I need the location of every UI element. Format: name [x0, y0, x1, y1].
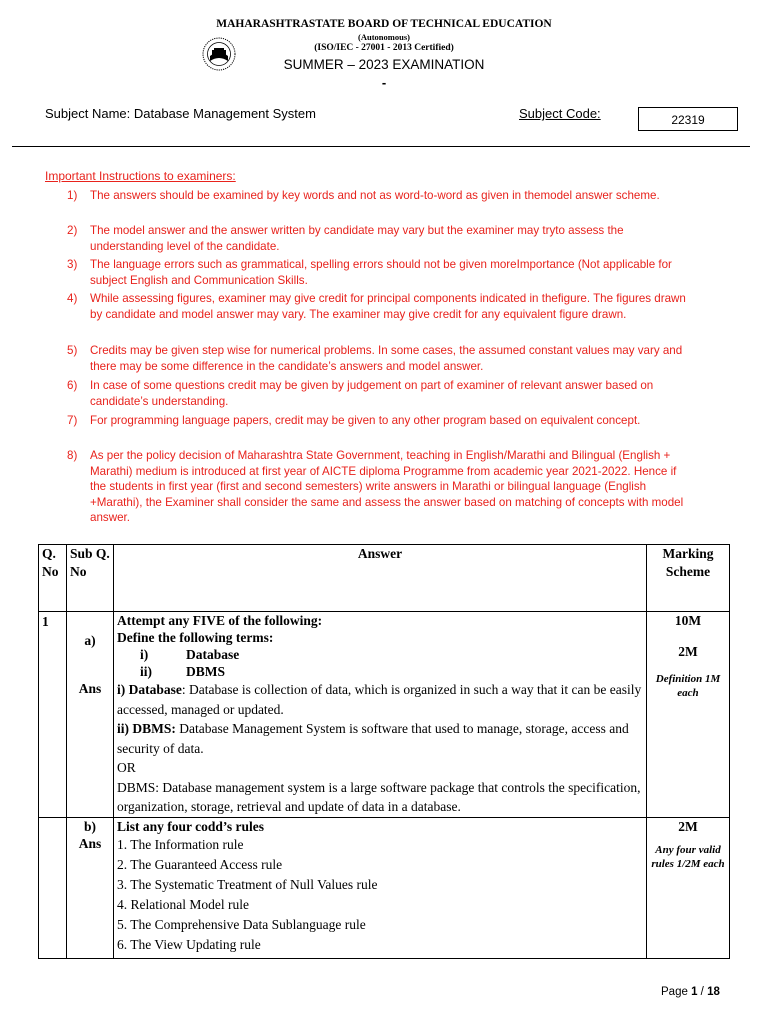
header-answer: Answer [114, 545, 647, 612]
term-item [117, 663, 643, 680]
instruction-text: While assessing figures, examiner may give credit for principal components indicated in thefigure. The figures drawn by candidate and model answer may vary. The examiner may give credit for any equivalent figure drawn. [90, 292, 686, 321]
autonomous-label: (Autonomous) [358, 32, 410, 42]
dbms-alt-definition: DBMS: Database management system is a large software package that controls the specification, organization, storage, retrieval and update of data in a database. [117, 779, 641, 814]
rule-item: 1. The Information rule [117, 836, 244, 852]
board-name: MAHARASHTRASTATE BOARD OF TECHNICAL EDUCATION [216, 18, 552, 30]
instruction-text: As per the policy decision of Maharashtra State Government, teaching in English/Marathi and Bilingual (English + Marathi) medium is introduced at first year of AICTE diploma Programme from academic year 2021-2022. Hence if the students in first year (first and second semesters) write answers in Marathi or bilingual language (English +Marathi), the Examiner shall consider the same and assess the answer based on matching of concepts with model answer. [90, 449, 684, 525]
instruction-number: 3) [67, 258, 78, 271]
header-divider [12, 146, 750, 147]
instructions-heading: Important Instructions to examiners: [45, 169, 236, 183]
answer-cell [114, 817, 647, 958]
subject-name: Subject Name: Database Management System [45, 106, 316, 121]
subject-code-box: 22319 [638, 107, 738, 131]
marks-note: Definition 1M each [655, 673, 721, 699]
exam-title: SUMMER – 2023 EXAMINATION [283, 57, 485, 72]
question-number-empty [39, 817, 67, 958]
marks-note: Any four valid rules 1/2M each [651, 843, 725, 870]
subquestion-label: a) [84, 633, 96, 648]
instruction-item [45, 291, 695, 322]
instruction-text: The answers should be examined by key words and not as word-to-word as given in themodel answer scheme. [90, 189, 660, 202]
instruction-number: 7) [67, 414, 78, 427]
instruction-text: For programming language papers, credit may be given to any other program based on equivalent concept. [90, 414, 641, 427]
definition-text: : Database is collection of data, which is organized in such a way that it can be easily accessed, managed or updated. [117, 682, 642, 717]
header-qno: Q. No [39, 545, 67, 612]
term-label: DBMS [186, 664, 226, 679]
rule-item: 5. The Comprehensive Data Sublanguage rule [117, 916, 366, 932]
question-marks: 2M [678, 818, 698, 834]
rule-item: 2. The Guaranteed Access rule [117, 856, 283, 872]
page-label: Page [661, 986, 692, 998]
subject-code-label: Subject Code: [519, 106, 601, 121]
instruction-item [45, 378, 695, 409]
or-separator: OR [117, 760, 136, 775]
definition-text: Database Management System is software that used to manage, storage, access and security of data. [117, 721, 629, 756]
instruction-number: 5) [67, 344, 78, 357]
database-definition [117, 680, 643, 719]
page-separator: / [697, 986, 708, 998]
rule-item: 6. The View Updating rule [117, 936, 261, 952]
question-marks: 2M [678, 644, 698, 659]
term-number: ii) [140, 664, 152, 679]
total-pages: 18 [707, 986, 720, 998]
instruction-item [45, 413, 695, 429]
current-page: 1 [691, 986, 698, 998]
instruction-number: 1) [67, 189, 78, 202]
instruction-text: The language errors such as grammatical, spelling errors should not be given moreImportance (Not applicable for subject English and Communication Skills. [90, 258, 672, 287]
subquestion-cell [67, 817, 114, 958]
instruction-text: The model answer and the answer written by candidate may vary but the examiner may tryto assess the understanding level of the candidate. [90, 224, 624, 253]
ans-label: Ans [78, 680, 102, 696]
term-label: Database [186, 647, 240, 662]
instruction-item [45, 223, 695, 254]
instruction-number: 8) [67, 449, 78, 462]
total-marks: 10M [674, 613, 702, 628]
question-text: Define the following terms: [117, 630, 274, 645]
marks-cell [647, 817, 730, 958]
answer-cell [114, 612, 647, 818]
instruction-item [45, 448, 695, 526]
instruction-text: Credits may be given step wise for numerical problems. In some cases, the assumed constant values may vary and there may be some difference in the candidate’s answers and model answer. [90, 344, 683, 373]
instruction-text: In case of some questions credit may be given by judgement on part of examiner of relevant answer based on candidate’s understanding. [90, 379, 654, 408]
instruction-number: 4) [67, 292, 78, 305]
iso-certification: (ISO/IEC - 27001 - 2013 Certified) [314, 43, 454, 53]
question-number: 1 [39, 612, 67, 818]
marks-cell [647, 612, 730, 818]
definition-term: ii) DBMS: [117, 721, 176, 736]
rule-item: 4. Relational Model rule [117, 896, 249, 912]
answer-table [38, 544, 730, 959]
instruction-item [45, 188, 695, 204]
question-instruction: Attempt any FIVE of the following: [117, 613, 323, 628]
subquestion-label: b) [83, 818, 96, 834]
table-row [39, 612, 730, 818]
dbms-definition [117, 719, 643, 758]
definition-term: i) Database [117, 682, 182, 697]
term-item [117, 646, 643, 663]
instruction-number: 2) [67, 224, 78, 237]
header-subqno: Sub Q. No [67, 545, 114, 612]
ans-label: Ans [78, 835, 102, 851]
exam-dash: - [381, 75, 387, 90]
rule-item: 3. The Systematic Treatment of Null Values rule [117, 876, 378, 892]
instruction-number: 6) [67, 379, 78, 392]
question-text: List any four codd’s rules [117, 818, 265, 834]
instruction-item [45, 343, 695, 374]
instruction-item [45, 257, 695, 288]
header-marking: Marking Scheme [647, 545, 730, 612]
subquestion-cell [67, 612, 114, 818]
table-row [39, 817, 730, 958]
table-header-row [39, 545, 730, 612]
term-number: i) [140, 647, 149, 662]
page-number [661, 986, 720, 998]
